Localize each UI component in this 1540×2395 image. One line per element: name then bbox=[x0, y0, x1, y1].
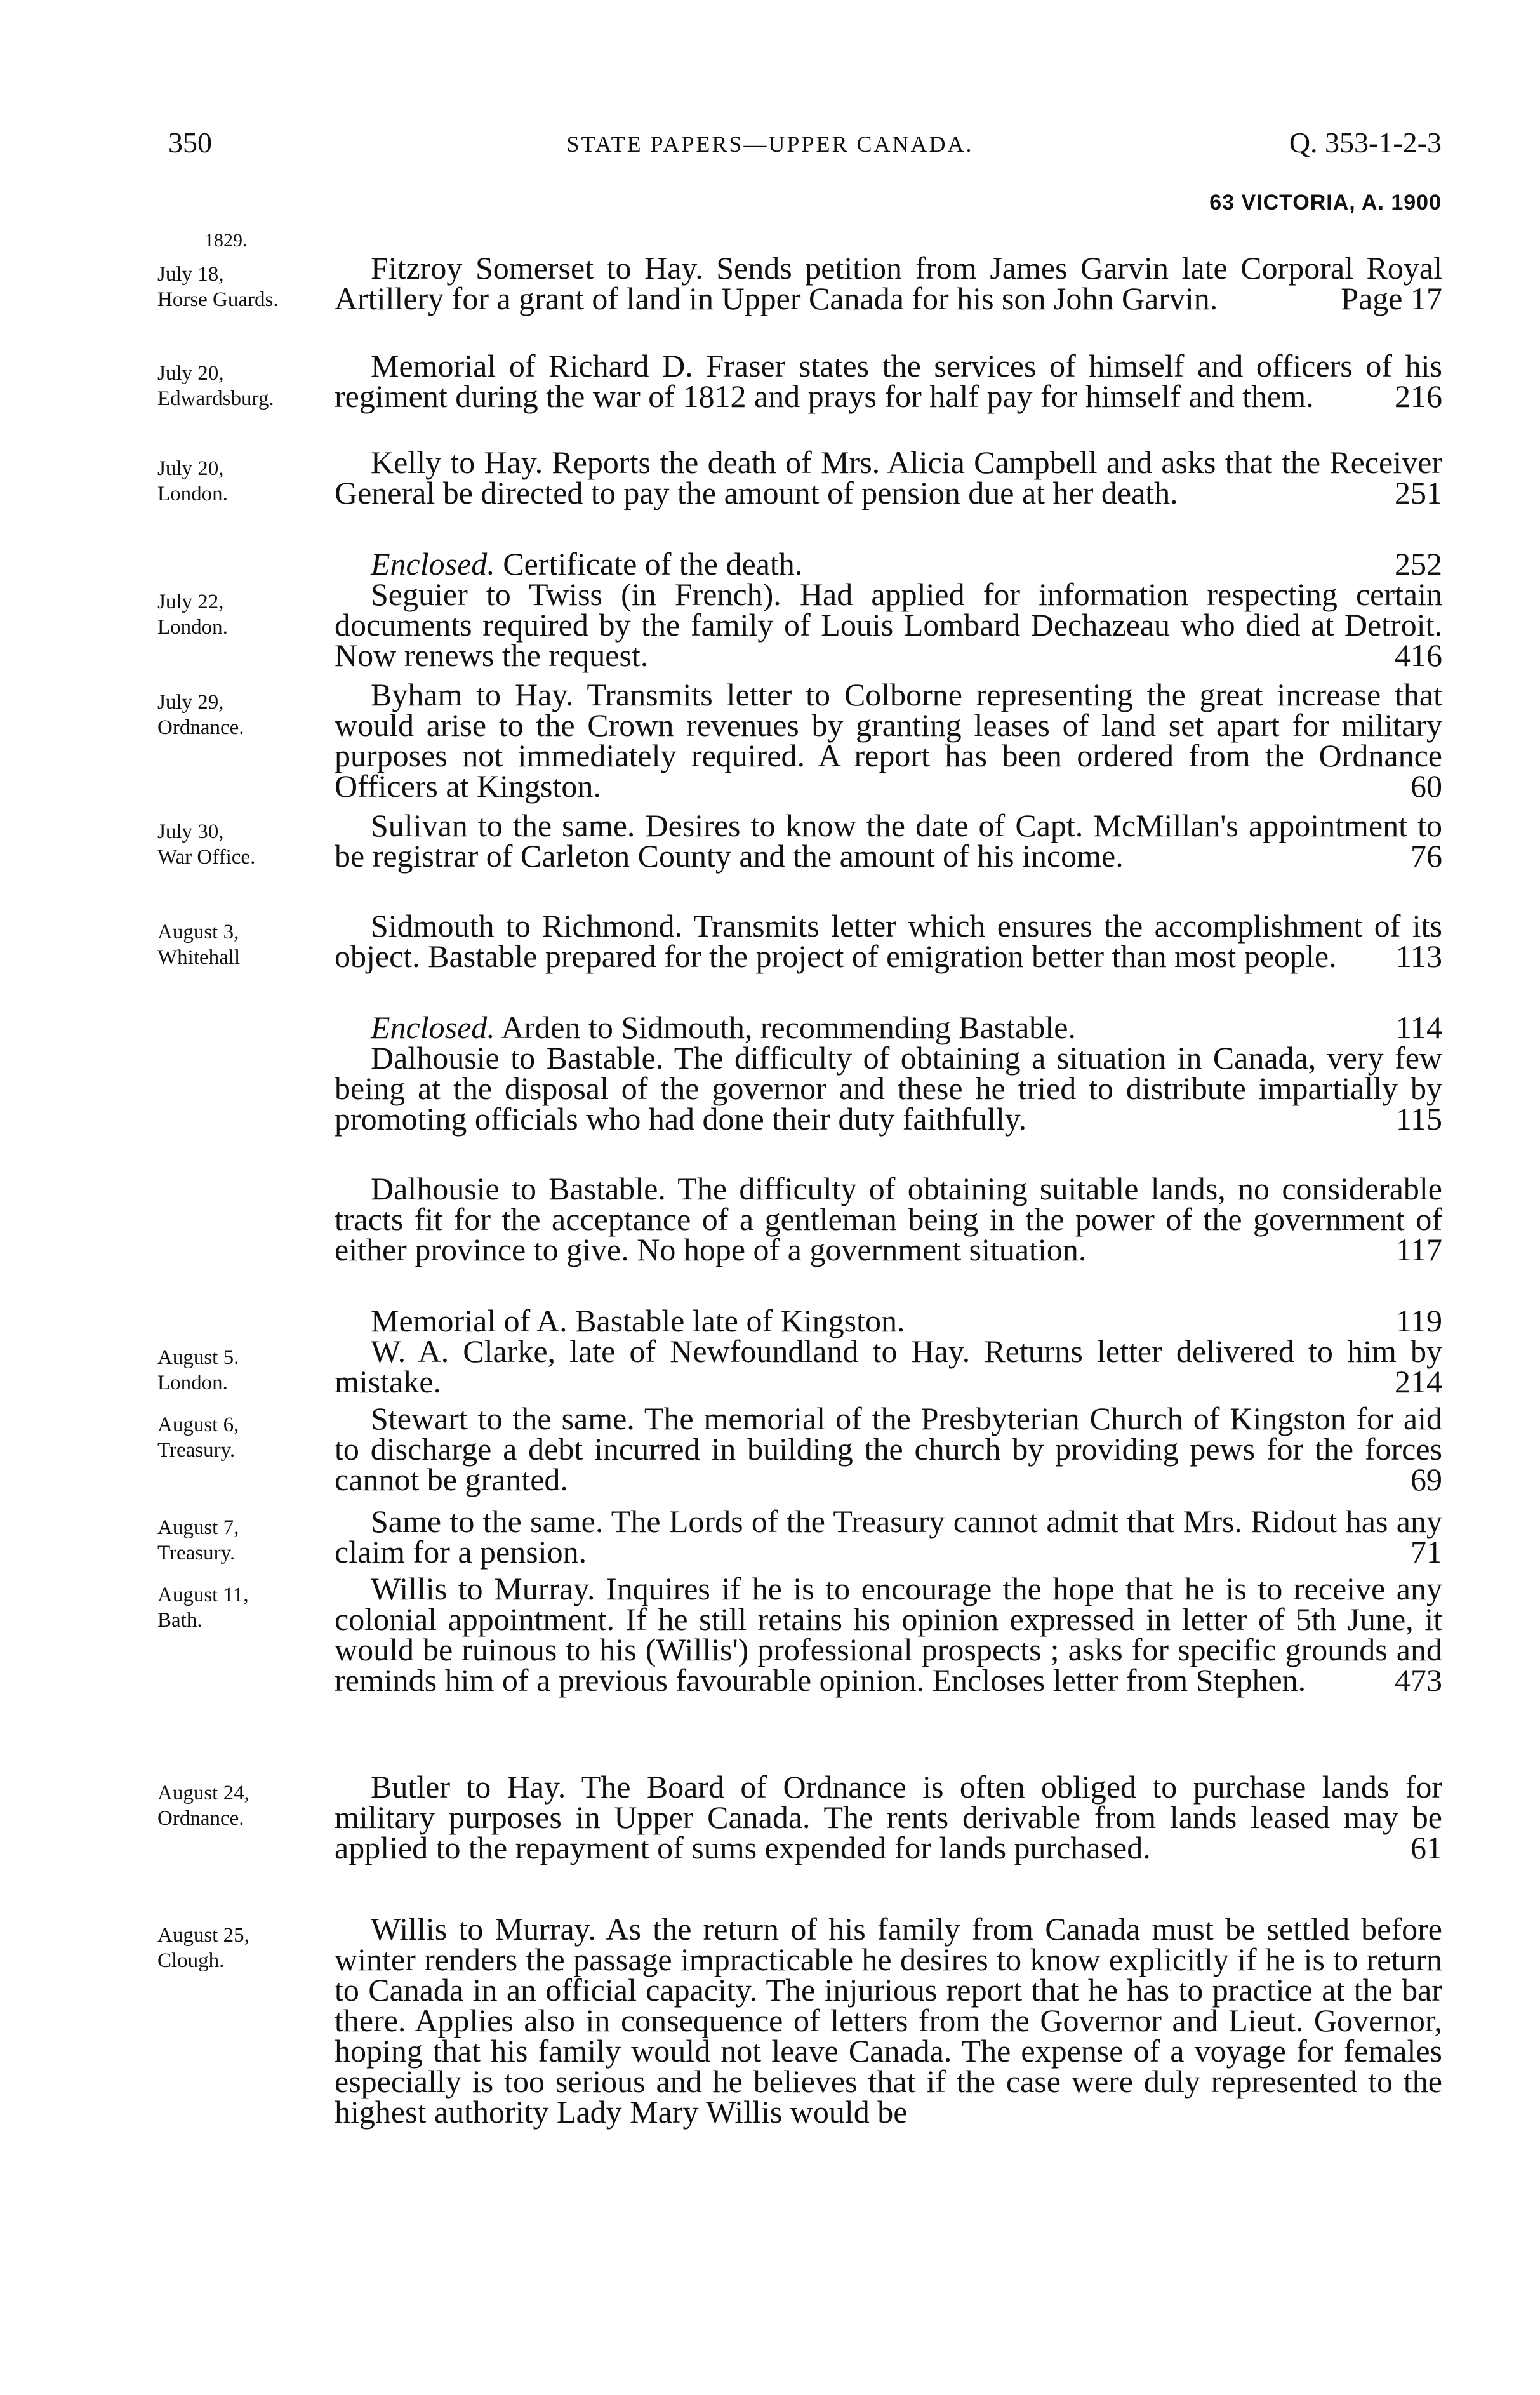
year-label: 1829. bbox=[204, 230, 248, 251]
entry-body: Willis to Murray. Inquires if he is to encourage the hope that he is to receive any colonial appointment. If he still retains his opinion expressed in letter of 5th June, it would be ruinous to his (Willis') professional prospects ; asks for specific grounds and reminds him of a previous favourable opinion. Encloses letter from Stephen. bbox=[335, 1571, 1442, 1698]
entry-text bbox=[335, 444, 1442, 510]
entry-text bbox=[335, 808, 1442, 874]
entry-date: August 3, bbox=[157, 921, 239, 944]
enclosure-page-ref: 252 bbox=[1395, 546, 1442, 582]
entry-page-ref: 473 bbox=[1395, 1662, 1442, 1698]
entry-place: Edwardsburg. bbox=[157, 387, 274, 410]
entry-place: Treasury. bbox=[157, 1439, 236, 1462]
entry-sidenote bbox=[157, 1780, 332, 1831]
session-label: 63 VICTORIA, A. 1900 bbox=[1209, 190, 1442, 215]
entry-date: July 29, bbox=[157, 691, 224, 714]
entry-text bbox=[335, 1305, 1442, 1336]
entry-sidenote bbox=[157, 262, 332, 312]
entry-text bbox=[335, 1911, 1442, 2130]
entry-page-ref: 115 bbox=[1395, 1101, 1442, 1137]
entry-sidenote bbox=[157, 819, 332, 870]
entry-place: Treasury. bbox=[157, 1542, 236, 1564]
page-number: 350 bbox=[168, 126, 212, 159]
entry-body: Dalhousie to Bastable. The difficulty of obtaining suitable lands, no considerable tracts fit for the acceptance of a gentleman being in the power of the government of either province to give. No hope of a government situation. bbox=[335, 1171, 1442, 1267]
enclosure-text: Certificate of the death. bbox=[503, 546, 803, 582]
entry-body: Kelly to Hay. Reports the death of Mrs. Alicia Campbell and asks that the Receiver General be directed to pay the amount of pension due at her death. bbox=[335, 444, 1442, 510]
entry-sidenote bbox=[157, 361, 332, 411]
entry-date: August 24, bbox=[157, 1782, 249, 1805]
entry-sidenote bbox=[157, 1515, 332, 1566]
entry-text bbox=[335, 1504, 1442, 1570]
running-title: STATE PAPERS—UPPER CANADA. bbox=[566, 131, 974, 157]
entry-place: Horse Guards. bbox=[157, 288, 279, 311]
enclosure-line bbox=[335, 546, 1442, 582]
entry-body: Dalhousie to Bastable. The difficulty of obtaining a situation in Canada, very few being at the disposal of the governor and these he tried to distribute impartially by promoting officials who had done their duty faithfully. bbox=[335, 1040, 1442, 1137]
entry-body: Seguier to Twiss (in French). Had applied for information respecting certain documents required by the family of Louis Lombard Dechazeau who died at Detroit. Now renews the request. bbox=[335, 577, 1442, 673]
entry-page-ref: 119 bbox=[1395, 1303, 1442, 1338]
entry-sidenote bbox=[157, 1412, 332, 1463]
entry-body: Same to the same. The Lords of the Treasury cannot admit that Mrs. Ridout has any claim for a pension. bbox=[335, 1504, 1442, 1570]
entry-page-ref: 113 bbox=[1395, 938, 1442, 974]
entry-sidenote bbox=[157, 919, 332, 970]
entry-place: Whitehall bbox=[157, 946, 241, 969]
entry-date: July 22, bbox=[157, 590, 224, 613]
entry-text bbox=[335, 348, 1442, 414]
entry-body: Memorial of A. Bastable late of Kingston. bbox=[371, 1303, 905, 1338]
enclosure-line bbox=[335, 1012, 1442, 1043]
entry-text bbox=[335, 1403, 1442, 1495]
entry-text bbox=[335, 1040, 1442, 1137]
entry-body: W. A. Clarke, late of Newfoundland to Hay. Returns letter delivered to him by mistake. bbox=[335, 1333, 1442, 1399]
entry-place: Ordnance. bbox=[157, 1807, 244, 1830]
entry-body: Sidmouth to Richmond. Transmits letter which ensures the accomplishment of its object. Bastable prepared for the project of emigration better than most people. bbox=[335, 908, 1442, 974]
entry-page-ref: 416 bbox=[1395, 637, 1442, 673]
entry-text bbox=[335, 1771, 1442, 1863]
enclosure-page-ref: 114 bbox=[1395, 1010, 1442, 1045]
entry-date: August 6, bbox=[157, 1413, 239, 1436]
entry-sidenote bbox=[157, 1345, 332, 1396]
entry-place: Ordnance. bbox=[157, 716, 244, 739]
entry-page-ref: 71 bbox=[1411, 1534, 1442, 1570]
entry-place: Bath. bbox=[157, 1609, 202, 1632]
entry-text bbox=[335, 1571, 1442, 1698]
entry-sidenote bbox=[157, 1582, 332, 1633]
entry-text bbox=[335, 677, 1442, 804]
entry-page-ref: 216 bbox=[1395, 378, 1442, 414]
entry-date: August 7, bbox=[157, 1516, 239, 1539]
entry-page-ref: Page 17 bbox=[1341, 281, 1442, 316]
enclosure-label: Enclosed. bbox=[371, 546, 495, 582]
entry-body: Butler to Hay. The Board of Ordnance is often obliged to purchase lands for military purposes in Upper Canada. The rents derivable from lands leased may be applied to the repayment of sums expended for lands purchased. bbox=[335, 1769, 1442, 1865]
entry-body: Memorial of Richard D. Fraser states the services of himself and officers of his regiment during the war of 1812 and prays for half pay for himself and them. bbox=[335, 348, 1442, 414]
entry-date: August 11, bbox=[157, 1584, 249, 1606]
entry-body: Willis to Murray. As the return of his family from Canada must be settled before winter renders the passage impracticable he desires to know explicitly if he is to return to Canada in an official capacity. The injurious report that he has to practice at the bar there. Applies also in consequence of letters from the Governor and Lieut. Governor, hoping that his family would not leave Canada. The expense of a voyage for females especially is too serious and he believes that if the case were duly represented to the highest authority Lady Mary Willis would be bbox=[335, 1911, 1442, 2130]
entry-page-ref: 60 bbox=[1411, 768, 1442, 804]
enclosure-label: Enclosed. bbox=[371, 1010, 495, 1045]
entry-text bbox=[335, 577, 1442, 673]
entry-place: War Office. bbox=[157, 846, 256, 869]
entry-body: Byham to Hay. Transmits letter to Colborne representing the great increase that would arise to the Crown revenues by granting leases of land set apart for military purposes not immediately required. A report has been ordered from the Ordnance Officers at Kingston. bbox=[335, 677, 1442, 804]
entry-page-ref: 117 bbox=[1395, 1232, 1442, 1267]
entry-place: London. bbox=[157, 483, 228, 505]
entry-text bbox=[335, 250, 1442, 316]
entry-page-ref: 69 bbox=[1411, 1462, 1442, 1497]
entry-date: August 25, bbox=[157, 1924, 249, 1947]
entry-date: July 30, bbox=[157, 820, 224, 843]
entry-body: Sulivan to the same. Desires to know the date of Capt. McMillan's appointment to be registrar of Carleton County and the amount of his income. bbox=[335, 808, 1442, 874]
entry-place: London. bbox=[157, 616, 228, 639]
entry-place: Clough. bbox=[157, 1949, 225, 1972]
entry-body: Fitzroy Somerset to Hay. Sends petition from James Garvin late Corporal Royal Artillery for a grant of land in Upper Canada for his son John Garvin. bbox=[335, 250, 1442, 316]
document-reference: Q. 353-1-2-3 bbox=[1289, 126, 1442, 159]
entry-place: London. bbox=[157, 1371, 228, 1394]
entry-sidenote bbox=[157, 589, 332, 640]
entry-date: July 18, bbox=[157, 263, 224, 286]
entry-text bbox=[335, 908, 1442, 974]
entry-page-ref: 251 bbox=[1395, 475, 1442, 510]
entry-page-ref: 61 bbox=[1411, 1830, 1442, 1865]
entry-date: July 20, bbox=[157, 457, 224, 480]
entry-text bbox=[335, 1333, 1442, 1399]
entry-date: August 5. bbox=[157, 1346, 239, 1369]
entry-page-ref: 76 bbox=[1411, 838, 1442, 874]
entry-body: Stewart to the same. The memorial of the Presbyterian Church of Kingston for aid to discharge a debt incurred in building the church by providing pews for the forces cannot be granted. bbox=[335, 1401, 1442, 1497]
entry-page-ref: 214 bbox=[1395, 1364, 1442, 1399]
enclosure-text: Arden to Sidmouth, recommending Bastable. bbox=[501, 1010, 1076, 1045]
entry-sidenote bbox=[157, 1923, 332, 1973]
entry-text bbox=[335, 1173, 1442, 1265]
entry-date: July 20, bbox=[157, 362, 224, 385]
entry-sidenote bbox=[157, 690, 332, 740]
entry-sidenote bbox=[157, 456, 332, 507]
